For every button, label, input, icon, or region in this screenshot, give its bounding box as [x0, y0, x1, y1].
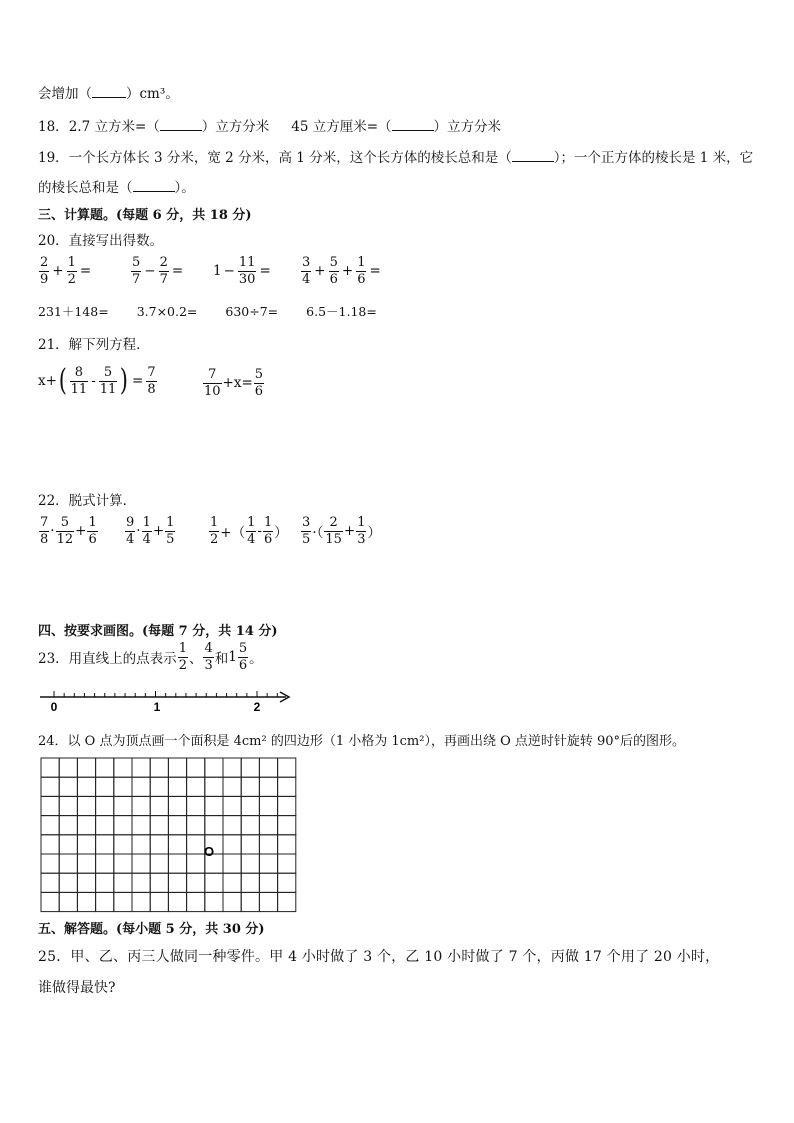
grid-cell: [77, 816, 95, 835]
grid-cell: [223, 892, 241, 911]
grid-cell: [77, 873, 95, 892]
grid-cell: [205, 816, 223, 835]
grid-cell: [150, 854, 168, 873]
grid-cell: [168, 873, 186, 892]
grid-cell: [241, 796, 259, 815]
grid-cell: [59, 873, 77, 892]
grid-cell: [259, 777, 277, 796]
question-19-line1: 19．一个长方体长 3 分米，宽 2 分米，高 1 分米，这个长方体的棱长总和是（ ）；一个正方体的棱长是 1 米，它: [38, 150, 754, 166]
grid-cell: [96, 816, 114, 835]
grid-cell: [241, 758, 259, 777]
grid-cell: [77, 796, 95, 815]
grid-cell: [168, 854, 186, 873]
question-21-title: 21．解下列方程．: [38, 337, 150, 353]
grid-cell: [259, 873, 277, 892]
grid-cell: [132, 892, 150, 911]
grid-cell: [187, 854, 205, 873]
grid-cell: [259, 854, 277, 873]
grid-cell: [259, 835, 277, 854]
grid-cell: [114, 796, 132, 815]
question-18: 18．2.7 立方米=（ ）立方分米 45 立方厘米=（ ）立方分米: [38, 119, 502, 135]
tick-label-0: 0: [50, 700, 58, 714]
grid-cell: [132, 758, 150, 777]
grid-cell: [114, 892, 132, 911]
grid-cell: [77, 854, 95, 873]
grid-cell: [114, 816, 132, 835]
grid-cell: [150, 796, 168, 815]
grid-cell: [96, 873, 114, 892]
question-20-title: 20．直接写出得数。: [38, 233, 164, 249]
grid-cell: [59, 854, 77, 873]
grid-cell: [59, 835, 77, 854]
grid-cell: [223, 796, 241, 815]
grid-cell: [205, 758, 223, 777]
q20-expr-b: $\frac{5}{7}$ − $\frac{2}{7}$ =: [132, 255, 184, 287]
grid-cell: [150, 816, 168, 835]
grid-cell: [278, 854, 296, 873]
grid-cell: [205, 873, 223, 892]
answer-blank[interactable]: [512, 149, 554, 162]
grid-cell: [114, 777, 132, 796]
section-3-heading: 三、计算题。(每题 6 分，共 18 分): [38, 208, 252, 223]
grid-cell: [223, 835, 241, 854]
grid-cell: [77, 777, 95, 796]
grid-cell: [241, 892, 259, 911]
q20-row2: 231＋148= 3.7×0.2= 630÷7= 6.5－1.18=: [38, 304, 377, 319]
grid-cell: [278, 835, 296, 854]
grid-cell: [187, 835, 205, 854]
grid-cell: [168, 892, 186, 911]
grid-cell: [59, 816, 77, 835]
q22-expr-2: $\frac{9}{4}$ · $\frac{1}{4}$ + $\frac{1}{5}$: [126, 515, 175, 547]
q22-expr-3: $\frac{1}{2}$ +（ $\frac{1}{4}$ - $\frac{1}{6}$ ）: [210, 515, 288, 547]
section-5-heading: 五、解答题。(每小题 5 分，共 30 分): [38, 922, 265, 937]
grid-cell: [59, 796, 77, 815]
grid-cell: [132, 777, 150, 796]
grid-cell: [132, 835, 150, 854]
grid-cell: [41, 892, 59, 911]
grid-cell: [259, 816, 277, 835]
question-19-line2: 的棱长总和是（ ）。: [38, 180, 195, 196]
grid-cell: [59, 892, 77, 911]
grid-cell: [223, 777, 241, 796]
grid-cell: [205, 777, 223, 796]
grid-cell: [278, 758, 296, 777]
grid-cell: [259, 892, 277, 911]
grid-cell: [168, 816, 186, 835]
grid-cell: [241, 835, 259, 854]
grid-cell: [278, 777, 296, 796]
grid-cell: [259, 796, 277, 815]
grid-cell: [77, 758, 95, 777]
grid-cell: [96, 777, 114, 796]
tick-label-1: 1: [153, 700, 161, 714]
grid-cell: [259, 758, 277, 777]
grid-cell: [41, 816, 59, 835]
grid-cell: [187, 777, 205, 796]
grid-cell: [278, 892, 296, 911]
answer-blank[interactable]: [133, 179, 175, 192]
grid-cell: [278, 873, 296, 892]
q20-expr-c: 1 − $\frac{11}{30}$ =: [213, 255, 271, 287]
grid-cell: [205, 892, 223, 911]
grid-cell: [132, 873, 150, 892]
number-line[interactable]: [38, 688, 298, 714]
q17-tail: 会增加（ ）cm³。: [38, 86, 179, 102]
answer-blank[interactable]: [160, 118, 202, 131]
grid-cell: [187, 758, 205, 777]
grid-cell: [168, 796, 186, 815]
grid-cell: [278, 816, 296, 835]
grid-cell: [187, 816, 205, 835]
grid-cell: [187, 892, 205, 911]
grid-cell: [132, 796, 150, 815]
grid-cell: [96, 835, 114, 854]
q22-expr-4: $\frac{3}{5}$ ·（ $\frac{2}{15}$ + $\frac{1}{3}$ ）: [302, 515, 381, 547]
answer-blank[interactable]: [92, 85, 126, 98]
grid-cell: [187, 796, 205, 815]
grid-cell: [223, 854, 241, 873]
grid-cell: [41, 873, 59, 892]
grid-cell: [168, 835, 186, 854]
question-23: 23．用直线上的点表示 $\frac{1}{2}$ 、 $\frac{4}{3}$ 和 1 $\frac{5}{6}$ 。: [38, 641, 263, 673]
question-24: 24．以 O 点为顶点画一个面积是 4cm² 的四边形（1 小格为 1cm²），再画出绕 O 点逆时针旋转 90°后的图形。: [38, 734, 686, 749]
grid-cell: [77, 892, 95, 911]
grid-cell: [41, 777, 59, 796]
q20-expr-d: $\frac{3}{4}$ + $\frac{5}{6}$ + $\frac{1}{6}$ =: [302, 255, 381, 287]
point-o-label: O: [204, 844, 215, 859]
q21-equation-1: x+ ( $\frac{8}{11}$ - $\frac{5}{11}$ ) = $\frac{7}{8}$: [38, 363, 156, 399]
grid-cell: [223, 816, 241, 835]
grid-cell: [168, 777, 186, 796]
grid-cell: [59, 758, 77, 777]
grid-cell: [223, 873, 241, 892]
grid-cell: [278, 796, 296, 815]
grid-cell: [132, 816, 150, 835]
grid-cell: [241, 816, 259, 835]
grid-cell: [41, 796, 59, 815]
drawing-grid[interactable]: [40, 757, 300, 913]
grid-cell: [150, 758, 168, 777]
grid-cell: [150, 777, 168, 796]
section-4-heading: 四、按要求画图。(每题 7 分，共 14 分): [38, 624, 278, 639]
grid-cell: [59, 777, 77, 796]
grid-cell: [114, 854, 132, 873]
grid-cell: [96, 854, 114, 873]
grid-cell: [96, 892, 114, 911]
grid-cell: [150, 892, 168, 911]
answer-blank[interactable]: [392, 118, 434, 131]
grid-cell: [114, 758, 132, 777]
grid-cell: [150, 873, 168, 892]
grid-cell: [41, 854, 59, 873]
grid-cell: [96, 796, 114, 815]
grid-cell: [114, 873, 132, 892]
grid-cell: [41, 835, 59, 854]
grid-cell: [41, 758, 59, 777]
grid-cell: [205, 796, 223, 815]
grid-cell: [223, 758, 241, 777]
grid-cell: [241, 854, 259, 873]
grid-cell: [150, 835, 168, 854]
grid-cell: [241, 777, 259, 796]
question-22-title: 22．脱式计算．: [38, 493, 137, 509]
q22-expr-1: $\frac{7}{8}$ · $\frac{5}{12}$ + $\frac{1}{6}$: [40, 515, 97, 547]
grid-cell: [241, 873, 259, 892]
q20-expr-a: $\frac{2}{9}$ + $\frac{1}{2}$ =: [40, 255, 92, 287]
grid-cell: [168, 758, 186, 777]
grid-cell: [77, 835, 95, 854]
tick-label-2: 2: [253, 700, 261, 714]
q21-equation-2: $\frac{7}{10}$ +x= $\frac{5}{6}$: [204, 367, 264, 399]
grid-cell: [114, 835, 132, 854]
grid-cell: [132, 854, 150, 873]
question-25-line1: 25．甲、乙、丙三人做同一种零件。甲 4 小时做了 3 个，乙 10 小时做了 7 个，丙做 17 个用了 20 小时，: [38, 949, 720, 965]
question-25-line2: 谁做得最快?: [38, 980, 116, 996]
grid-cell: [96, 758, 114, 777]
grid-cell: [187, 873, 205, 892]
